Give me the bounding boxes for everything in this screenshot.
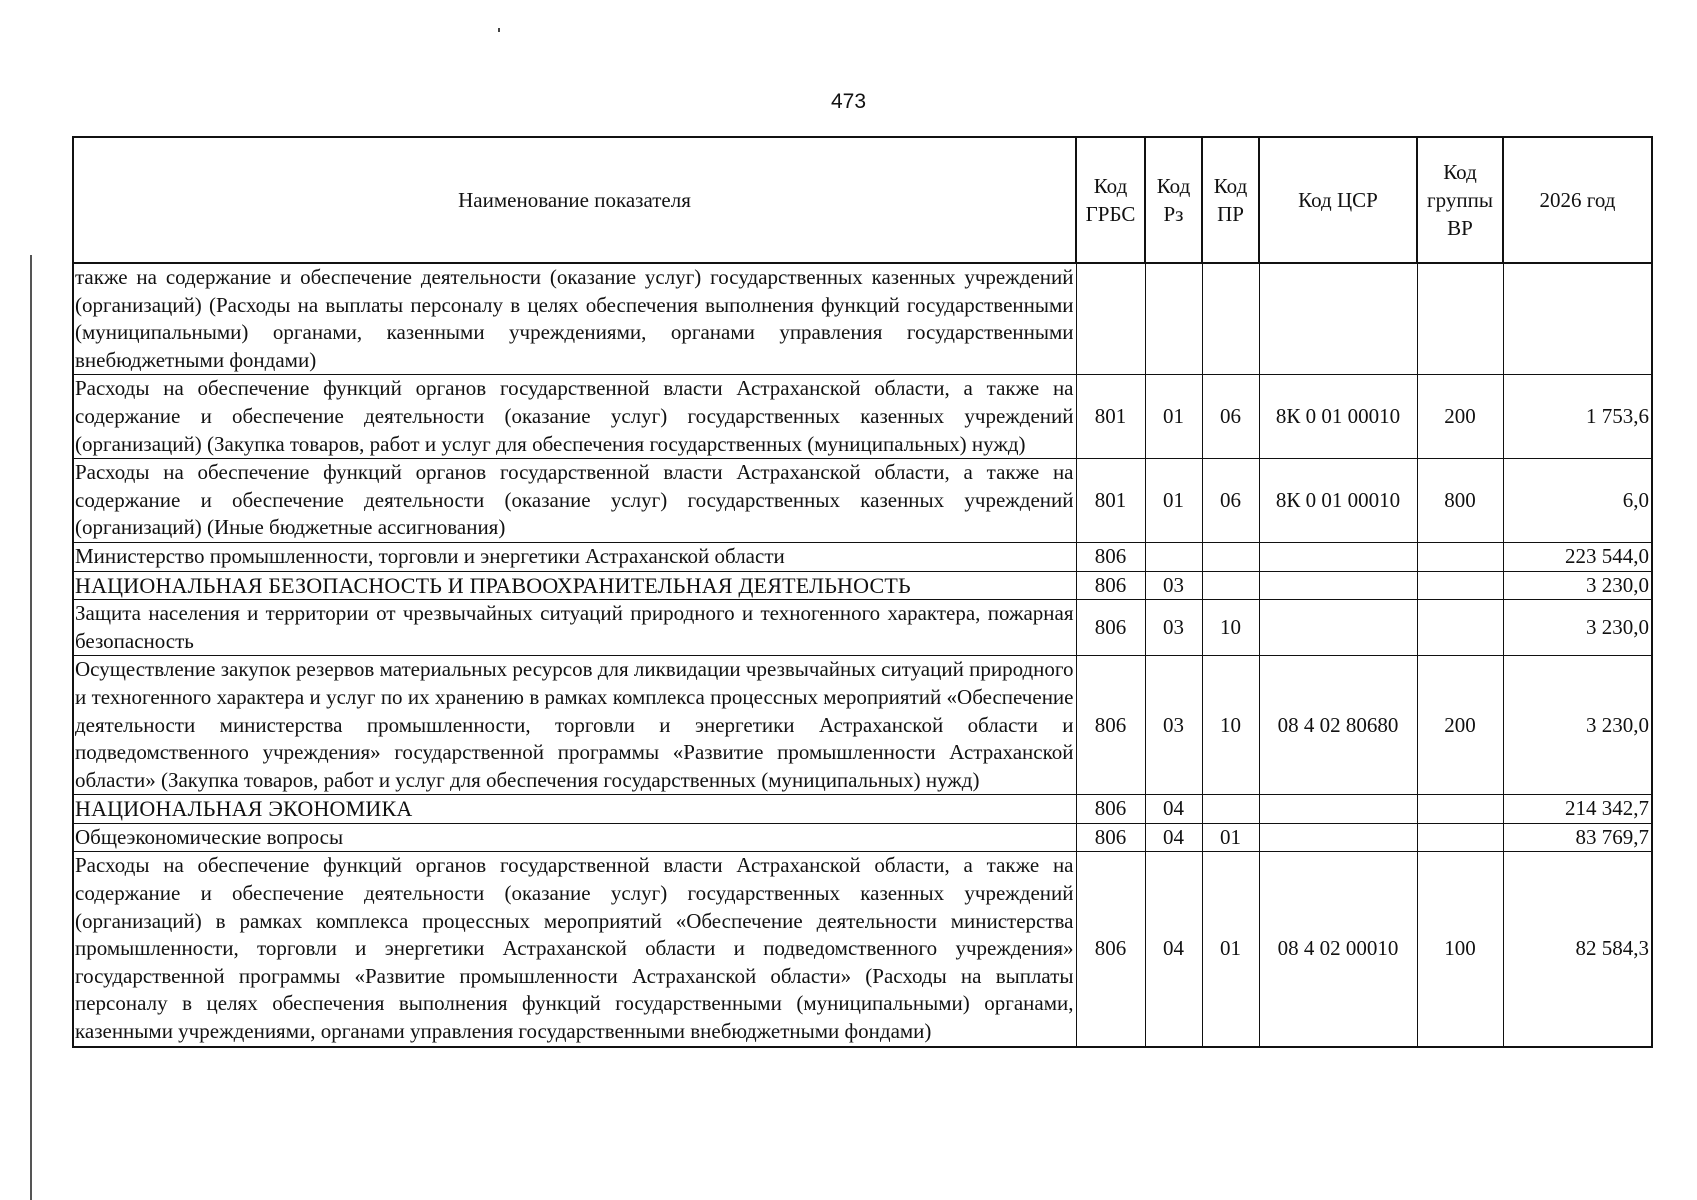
row-name: НАЦИОНАЛЬНАЯ ЭКОНОМИКА xyxy=(73,795,1076,824)
row-grbs: 806 xyxy=(1076,542,1145,571)
budget-table xyxy=(72,136,1653,1048)
row-rz: 04 xyxy=(1145,852,1202,1047)
row-pr xyxy=(1202,542,1259,571)
row-name: Расходы на обеспечение функций органов государственной власти Астраханской области, а также на содержание и обеспечение деятельности (оказание услуг) государственных казенных учреждений (организаций) (Закупка товаров, работ и услуг для обеспечения государственных (муниципальных) нужд) xyxy=(73,375,1076,459)
row-rz: 03 xyxy=(1145,600,1202,656)
row-pr: 01 xyxy=(1202,852,1259,1047)
row-amount: 82 584,3 xyxy=(1503,852,1652,1047)
row-amount: 3 230,0 xyxy=(1503,571,1652,600)
row-vr xyxy=(1417,823,1503,852)
row-pr xyxy=(1202,571,1259,600)
row-csr xyxy=(1259,600,1417,656)
table-row xyxy=(73,571,1652,600)
row-grbs xyxy=(1076,263,1145,375)
row-amount: 6,0 xyxy=(1503,459,1652,543)
row-csr: 8К 0 01 00010 xyxy=(1259,459,1417,543)
row-name: НАЦИОНАЛЬНАЯ БЕЗОПАСНОСТЬ И ПРАВООХРАНИТЕЛЬНАЯ ДЕЯТЕЛЬНОСТЬ xyxy=(73,571,1076,600)
page-number: 473 xyxy=(830,90,867,113)
table-row xyxy=(73,375,1652,459)
row-rz: 01 xyxy=(1145,375,1202,459)
row-name: Министерство промышленности, торговли и энергетики Астраханской области xyxy=(73,542,1076,571)
row-amount: 223 544,0 xyxy=(1503,542,1652,571)
row-amount: 83 769,7 xyxy=(1503,823,1652,852)
row-grbs: 806 xyxy=(1076,823,1145,852)
row-name: Общеэкономические вопросы xyxy=(73,823,1076,852)
row-amount: 3 230,0 xyxy=(1503,600,1652,656)
row-grbs: 806 xyxy=(1076,795,1145,824)
header-grbs: Код ГРБС xyxy=(1076,137,1145,263)
row-name: Расходы на обеспечение функций органов государственной власти Астраханской области, а также на содержание и обеспечение деятельности (оказание услуг) государственных казенных учреждений (организаций) (Иные бюджетные ассигнования) xyxy=(73,459,1076,543)
row-rz: 03 xyxy=(1145,656,1202,795)
row-rz xyxy=(1145,542,1202,571)
row-vr: 800 xyxy=(1417,459,1503,543)
table-row xyxy=(73,656,1652,795)
row-grbs: 801 xyxy=(1076,459,1145,543)
row-vr xyxy=(1417,571,1503,600)
row-rz: 04 xyxy=(1145,823,1202,852)
row-csr: 08 4 02 80680 xyxy=(1259,656,1417,795)
header-name: Наименование показателя xyxy=(73,137,1076,263)
row-csr xyxy=(1259,795,1417,824)
row-vr: 200 xyxy=(1417,656,1503,795)
header-year: 2026 год xyxy=(1503,137,1652,263)
row-csr: 8К 0 01 00010 xyxy=(1259,375,1417,459)
row-name: также на содержание и обеспечение деятельности (оказание услуг) государственных казенных учреждений (организаций) (Расходы на выплаты персоналу в целях обеспечения выполнения функций государственными (муниципальными) органами, казенными учреждениями, органами управления государственными внебюджетными фондами) xyxy=(73,263,1076,375)
row-vr xyxy=(1417,542,1503,571)
row-vr xyxy=(1417,263,1503,375)
table-header-row xyxy=(73,137,1652,263)
row-vr xyxy=(1417,795,1503,824)
header-pr: Код ПР xyxy=(1202,137,1259,263)
row-vr: 200 xyxy=(1417,375,1503,459)
row-amount xyxy=(1503,263,1652,375)
row-pr: 06 xyxy=(1202,375,1259,459)
scan-speck xyxy=(498,28,500,32)
row-grbs: 806 xyxy=(1076,656,1145,795)
row-csr: 08 4 02 00010 xyxy=(1259,852,1417,1047)
row-rz xyxy=(1145,263,1202,375)
row-rz: 04 xyxy=(1145,795,1202,824)
row-name: Защита населения и территории от чрезвычайных ситуаций природного и техногенного характера, пожарная безопасность xyxy=(73,600,1076,656)
row-grbs: 806 xyxy=(1076,600,1145,656)
row-amount: 1 753,6 xyxy=(1503,375,1652,459)
row-vr xyxy=(1417,600,1503,656)
row-grbs: 806 xyxy=(1076,852,1145,1047)
row-csr xyxy=(1259,823,1417,852)
row-csr xyxy=(1259,571,1417,600)
table-row xyxy=(73,542,1652,571)
header-csr: Код ЦСР xyxy=(1259,137,1417,263)
row-name: Расходы на обеспечение функций органов государственной власти Астраханской области, а также на содержание и обеспечение деятельности (оказание услуг) государственных казенных учреждений (организаций) в рамках комплекса процессных мероприятий «Обеспечение деятельности министерства промышленности, торговли и энергетики Астраханской области и подведомственного учреждения» государственной программы «Развитие промышленности Астраханской области» (Расходы на выплаты персоналу в целях обеспечения выполнения функций государственными (муниципальными) органами, казенными учреждениями, органами управления государственными внебюджетными фондами) xyxy=(73,852,1076,1047)
row-pr xyxy=(1202,263,1259,375)
row-vr: 100 xyxy=(1417,852,1503,1047)
header-vr: Код группы ВР xyxy=(1417,137,1503,263)
row-pr: 10 xyxy=(1202,600,1259,656)
row-amount: 3 230,0 xyxy=(1503,656,1652,795)
row-pr: 01 xyxy=(1202,823,1259,852)
row-pr xyxy=(1202,795,1259,824)
table-row xyxy=(73,795,1652,824)
row-csr xyxy=(1259,542,1417,571)
table-row xyxy=(73,459,1652,543)
scan-page-edge xyxy=(30,255,32,1200)
row-grbs: 801 xyxy=(1076,375,1145,459)
header-rz: Код Рз xyxy=(1145,137,1202,263)
table-row xyxy=(73,823,1652,852)
row-name: Осуществление закупок резервов материальных ресурсов для ликвидации чрезвычайных ситуаций природного и техногенного характера и услуг по их хранению в рамках комплекса процессных мероприятий «Обеспечение деятельности министерства промышленности, торговли и энергетики Астраханской области и подведомственного учреждения» государственной программы «Развитие промышленности Астраханской области» (Закупка товаров, работ и услуг для обеспечения государственных (муниципальных) нужд) xyxy=(73,656,1076,795)
row-amount: 214 342,7 xyxy=(1503,795,1652,824)
row-pr: 10 xyxy=(1202,656,1259,795)
table-row xyxy=(73,600,1652,656)
row-rz: 03 xyxy=(1145,571,1202,600)
row-csr xyxy=(1259,263,1417,375)
table-row xyxy=(73,263,1652,375)
row-rz: 01 xyxy=(1145,459,1202,543)
table-row xyxy=(73,852,1652,1047)
row-grbs: 806 xyxy=(1076,571,1145,600)
row-pr: 06 xyxy=(1202,459,1259,543)
